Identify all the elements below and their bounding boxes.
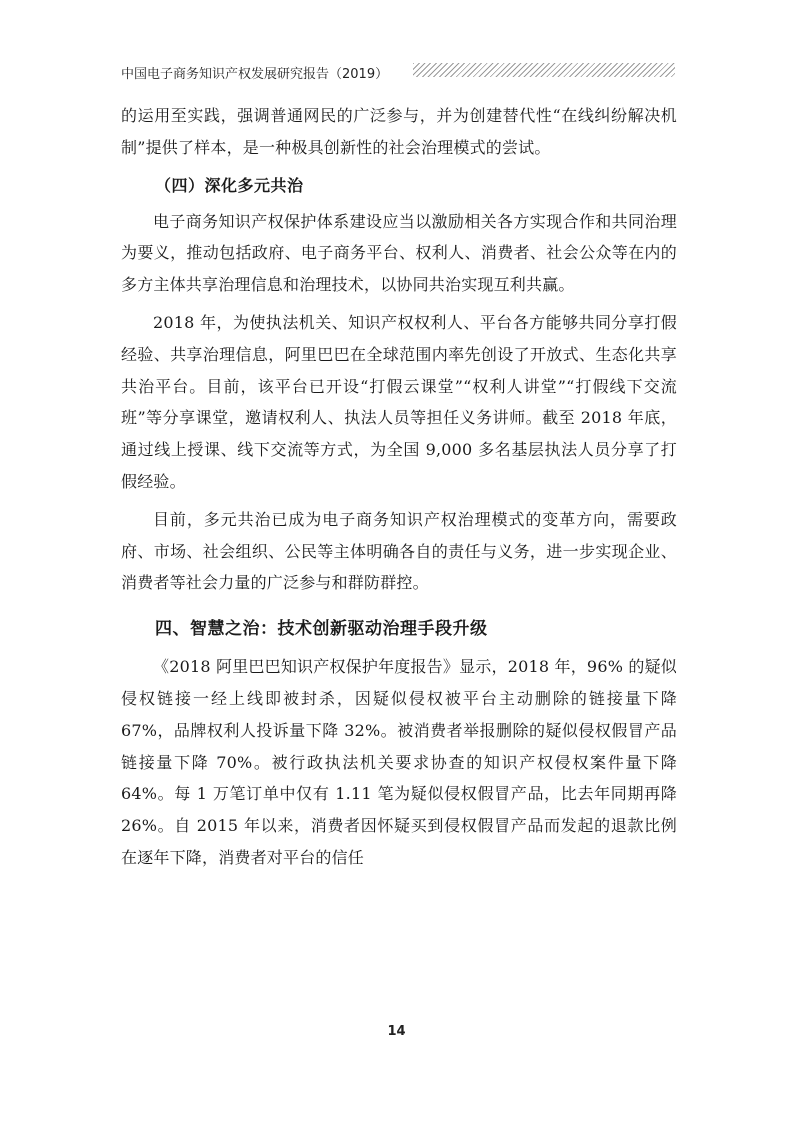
paragraph-1: 电子商务知识产权保护体系建设应当以激励相关各方实现合作和共同治理为要义，推动包括政府、电子商务平台、权利人、消费者、社会公众等在内的多方主体共享治理信息和治理技术，以协同共治实现互利共赢。 bbox=[121, 211, 677, 295]
header-decorative-pattern bbox=[413, 63, 675, 77]
subsection-heading: （四）深化多元共治 bbox=[155, 175, 304, 195]
paragraph-2: 2018 年，为使执法机关、知识产权权利人、平台各方能够共同分享打假经验、共享治理信息，阿里巴巴在全球范围内率先创设了开放式、生态化共享共治平台。目前，该平台已开设“打假云课堂”“权利人讲堂”“打假线下交流班”等分享课堂，邀请权利人、执法人员等担任义务讲师。截至 2018 年底，通过线上授课、线下交流等方式，为全国 9,000 多名基层执法人员分享了打假经验。 bbox=[121, 312, 677, 491]
page-body bbox=[121, 100, 677, 874]
paragraph-4: 《2018 阿里巴巴知识产权保护年度报告》显示，2018 年，96% 的疑似侵权链接一经上线即被封杀，因疑似侵权被平台主动删除的链接量下降 67%，品牌权利人投诉量下降 32%。被消费者举报删除的疑似侵权假冒产品链接量下降 70%。被行政执法机关要求协查的知识产权侵权案件量下降 64%。每 1 万笔订单中仅有 1.11 笔为疑似侵权假冒产品，比去年同期再降 26%。自 2015 年以来，消费者因怀疑买到侵权假冒产品而发起的退款比例在逐年下降，消费者对平台的信任 bbox=[121, 657, 677, 867]
running-header-title: 中国电子商务知识产权发展研究报告（2019） bbox=[121, 67, 389, 82]
page-number: 14 bbox=[387, 1024, 406, 1039]
section-heading: 四、智慧之治：技术创新驱动治理手段升级 bbox=[155, 619, 488, 640]
paragraph-continued: 的运用至实践，强调普通网民的广泛参与，并为创建替代性“在线纠纷解决机制”提供了样本，是一种极具创新性的社会治理模式的尝试。 bbox=[121, 106, 677, 157]
paragraph-3: 目前，多元共治已成为电子商务知识产权治理模式的变革方向，需要政府、市场、社会组织、公民等主体明确各自的责任与义务，进一步实现企业、消费者等社会力量的广泛参与和群防群控。 bbox=[121, 509, 677, 593]
